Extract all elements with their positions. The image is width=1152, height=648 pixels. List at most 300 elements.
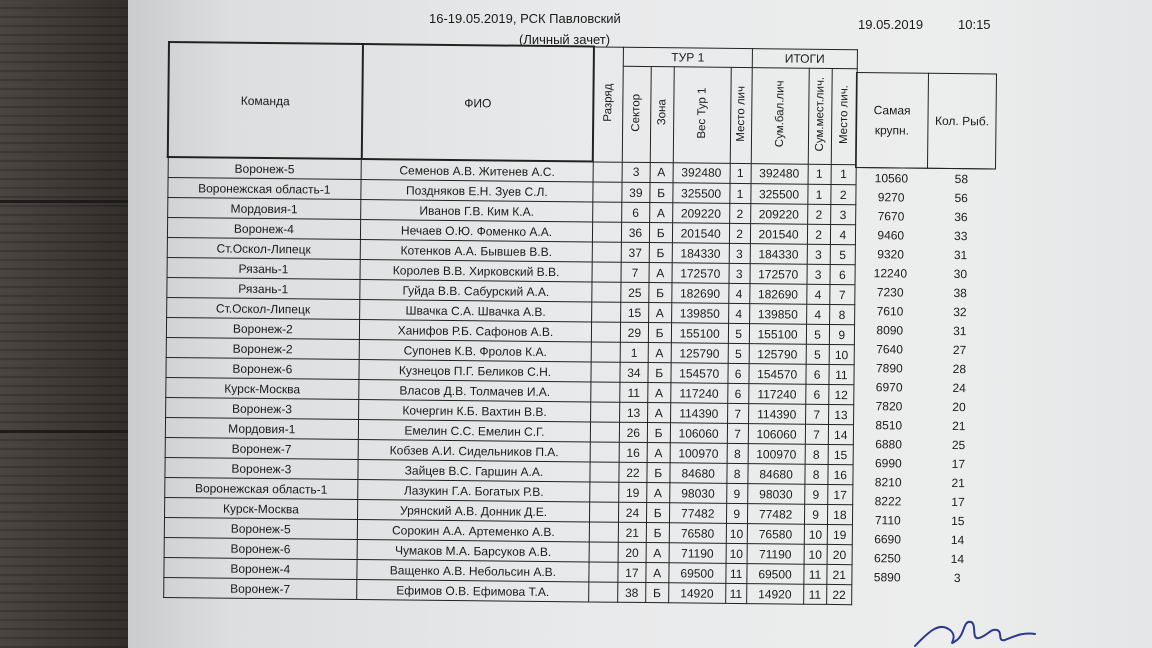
biggest-fish-cell: 7110 xyxy=(874,512,901,527)
stats-row xyxy=(855,206,995,226)
column-header-weight xyxy=(673,66,731,163)
weight-cell: 125790 xyxy=(671,343,728,364)
zone-cell: Б xyxy=(649,223,672,243)
name-cell: Ващенко А.В. Небольсин А.В. xyxy=(357,560,589,582)
rank-cell xyxy=(593,182,623,202)
catch-stats-body xyxy=(851,168,995,588)
stats-row xyxy=(853,396,993,416)
sum-places-cell: 6 xyxy=(805,384,828,404)
final-place-cell: 21 xyxy=(827,564,853,584)
sector-cell: 16 xyxy=(619,442,647,462)
rank-cell xyxy=(592,202,622,222)
final-place-cell: 6 xyxy=(830,264,856,284)
sector-cell: 21 xyxy=(619,522,647,542)
name-cell: Ханифов Р.Б. Сафонов А.В. xyxy=(360,320,592,342)
fish-count-cell: 17 xyxy=(951,494,965,509)
zone-cell: Б xyxy=(646,523,669,543)
weight-cell: 154570 xyxy=(671,363,728,384)
sum-places-cell: 8 xyxy=(804,464,827,484)
team-cell: Воронеж-5 xyxy=(164,517,358,539)
biggest-fish-cell: 8222 xyxy=(874,493,902,508)
place-cell: 3 xyxy=(729,243,750,263)
weight-cell: 155100 xyxy=(671,323,728,344)
weight-cell: 114390 xyxy=(670,403,727,424)
column-header-sector-label: Сектор xyxy=(630,93,643,132)
biggest-fish-cell: 5890 xyxy=(873,569,901,584)
sum-points-cell: 154570 xyxy=(749,364,806,385)
biggest-fish-cell: 6990 xyxy=(874,455,902,471)
team-cell: Воронеж-2 xyxy=(166,317,360,339)
sector-cell: 36 xyxy=(622,222,650,242)
team-cell: Курск-Москва xyxy=(164,497,358,519)
place-cell: 10 xyxy=(726,523,747,543)
biggest-fish-cell: 6970 xyxy=(875,379,903,395)
stats-row xyxy=(852,472,992,492)
place-cell: 11 xyxy=(725,583,746,603)
zone-cell: Б xyxy=(649,183,672,203)
zone-cell: Б xyxy=(647,423,670,443)
fish-count-cell: 17 xyxy=(951,456,966,471)
sum-places-cell: 11 xyxy=(803,584,826,604)
team-cell: Курск-Москва xyxy=(165,377,359,399)
biggest-fish-cell: 12240 xyxy=(873,265,908,281)
zone-cell: Б xyxy=(649,243,672,263)
column-header-final-place-label: Место лич. xyxy=(837,85,851,145)
team-cell: Воронеж-6 xyxy=(164,537,358,559)
final-place-cell: 18 xyxy=(827,504,853,524)
name-cell: Королев В.В. Хирковский В.В. xyxy=(360,260,592,282)
sector-cell: 17 xyxy=(618,562,646,582)
place-cell: 7 xyxy=(727,423,748,443)
sum-places-cell: 10 xyxy=(804,524,827,544)
rank-cell xyxy=(589,502,619,522)
final-place-cell: 12 xyxy=(828,384,854,404)
fish-count-cell: 27 xyxy=(952,342,967,357)
final-place-cell: 20 xyxy=(827,544,853,564)
sum-places-cell: 6 xyxy=(805,364,828,384)
fish-count-cell: 31 xyxy=(953,247,968,262)
sector-cell: 34 xyxy=(620,362,648,382)
name-cell: Зайцев В.С. Гаршин А.А. xyxy=(358,460,590,482)
final-place-cell: 9 xyxy=(829,324,855,344)
rank-cell xyxy=(591,322,621,342)
weight-cell: 139850 xyxy=(671,303,728,324)
place-cell: 6 xyxy=(727,383,748,403)
place-cell: 11 xyxy=(725,563,746,583)
zone-cell: Б xyxy=(648,283,671,303)
stats-row xyxy=(853,358,993,378)
team-cell: Мордовия-1 xyxy=(167,198,361,220)
biggest-fish-cell: 7820 xyxy=(875,398,903,414)
sum-places-cell: 5 xyxy=(806,344,829,364)
place-cell: 4 xyxy=(728,283,749,303)
final-place-cell: 22 xyxy=(826,584,852,604)
sum-points-cell: 209220 xyxy=(750,204,807,225)
rank-cell xyxy=(590,442,620,462)
place-cell: 4 xyxy=(728,303,749,323)
zone-cell: А xyxy=(647,383,670,403)
column-header-final-place xyxy=(831,68,857,164)
zone-cell: А xyxy=(646,543,669,563)
signature xyxy=(905,600,1055,648)
rank-cell xyxy=(592,242,622,262)
weight-cell: 98030 xyxy=(669,483,726,504)
sector-cell: 11 xyxy=(620,382,648,402)
zone-cell: Б xyxy=(648,323,671,343)
sum-points-cell: 172570 xyxy=(750,264,807,285)
sum-places-cell: 9 xyxy=(804,484,827,504)
sum-places-cell: 5 xyxy=(806,324,829,344)
name-cell: Лазукин Г.А. Богатых Р.В. xyxy=(358,480,590,502)
column-header-zone-label: Зона xyxy=(655,99,669,126)
rank-cell xyxy=(590,462,620,482)
sector-cell: 24 xyxy=(619,502,647,522)
zone-cell: А xyxy=(649,203,672,223)
team-cell: Воронеж-3 xyxy=(165,397,359,419)
weight-cell: 69500 xyxy=(669,563,726,584)
rank-cell xyxy=(589,482,619,502)
stats-row xyxy=(852,510,992,530)
final-place-cell: 3 xyxy=(830,204,856,224)
fish-count-cell: 24 xyxy=(952,380,966,395)
sum-points-cell: 77482 xyxy=(747,504,804,525)
rank-cell xyxy=(591,362,621,382)
zone-cell: Б xyxy=(647,463,670,483)
fish-count-cell: 15 xyxy=(951,513,965,528)
sum-points-cell: 201540 xyxy=(750,224,807,245)
rank-cell xyxy=(590,422,620,442)
column-header-fish-count: Кол. Рыб. xyxy=(927,73,996,169)
biggest-fish-cell: 10560 xyxy=(874,170,909,186)
sector-cell: 25 xyxy=(621,282,649,302)
fish-count-cell: 38 xyxy=(953,285,967,300)
sum-places-cell: 1 xyxy=(808,164,831,185)
rank-cell xyxy=(589,542,619,562)
event-title: 16-19.05.2019, РСК Павловский xyxy=(429,11,621,26)
sum-points-cell: 392480 xyxy=(751,163,808,184)
zone-cell: А xyxy=(650,162,673,183)
name-cell: Чумаков М.А. Барсуков А.В. xyxy=(357,540,589,562)
weight-cell: 209220 xyxy=(672,203,729,224)
sector-cell: 6 xyxy=(622,202,650,222)
final-place-cell: 7 xyxy=(829,284,855,304)
sum-places-cell: 3 xyxy=(807,264,830,284)
place-cell: 6 xyxy=(728,363,749,383)
stats-row xyxy=(855,168,995,189)
place-cell: 5 xyxy=(728,323,749,343)
name-cell: Супонев К.В. Фролов К.А. xyxy=(359,340,591,362)
zone-cell: Б xyxy=(648,363,671,383)
biggest-fish-cell: 9320 xyxy=(877,246,905,262)
sum-points-cell: 98030 xyxy=(747,484,804,505)
sum-points-cell: 117240 xyxy=(748,384,805,405)
sum-points-cell: 125790 xyxy=(749,344,806,365)
sector-cell: 29 xyxy=(621,322,649,342)
weight-cell: 84680 xyxy=(670,463,727,484)
name-cell: Кузнецов П.Г. Беликов С.Н. xyxy=(359,360,591,382)
biggest-fish-cell: 7670 xyxy=(877,208,905,224)
column-header-rank-label: Разряд xyxy=(602,83,615,122)
stats-row xyxy=(855,187,995,207)
column-header-rank xyxy=(593,46,624,161)
stats-row xyxy=(852,453,992,473)
sum-places-cell: 4 xyxy=(806,284,829,304)
stats-row xyxy=(851,548,991,568)
weight-cell: 325500 xyxy=(673,183,730,204)
sum-places-cell: 9 xyxy=(804,504,827,524)
biggest-fish-cell: 9270 xyxy=(877,189,905,205)
weight-cell: 100970 xyxy=(670,443,727,464)
biggest-fish-cell: 7230 xyxy=(876,284,904,300)
sector-cell: 37 xyxy=(621,242,649,262)
team-cell: Воронежская область-1 xyxy=(167,178,361,200)
final-place-cell: 17 xyxy=(827,484,853,504)
sum-places-cell: 7 xyxy=(805,404,828,424)
sector-cell: 20 xyxy=(618,542,646,562)
team-cell: Мордовия-1 xyxy=(165,417,359,439)
sum-places-cell: 11 xyxy=(803,564,826,584)
stats-row xyxy=(854,263,994,283)
column-header-zone xyxy=(650,66,674,162)
name-cell: Кочергин К.Б. Вахтин В.В. xyxy=(359,400,591,422)
sum-points-cell: 114390 xyxy=(748,404,805,425)
biggest-fish-cell: 7640 xyxy=(876,341,904,357)
biggest-fish-cell: 6880 xyxy=(875,436,903,452)
team-cell: Воронеж-4 xyxy=(167,218,361,240)
stats-row xyxy=(852,491,992,511)
team-cell: Воронеж-4 xyxy=(163,557,357,579)
stats-row xyxy=(854,320,994,340)
zone-cell: А xyxy=(647,443,670,463)
final-place-cell: 1 xyxy=(831,164,857,185)
place-cell: 2 xyxy=(729,203,750,223)
biggest-fish-cell: 7890 xyxy=(875,360,903,376)
place-cell: 10 xyxy=(726,543,747,563)
rank-cell xyxy=(588,582,618,602)
zone-cell: А xyxy=(648,343,671,363)
weight-cell: 172570 xyxy=(672,263,729,284)
column-header-sum-places xyxy=(808,68,832,164)
sector-cell: 3 xyxy=(622,162,650,183)
column-header-biggest: Самая крупн. xyxy=(855,73,928,169)
biggest-fish-cell: 8090 xyxy=(876,322,904,338)
stats-row xyxy=(854,282,994,302)
weight-cell: 201540 xyxy=(672,223,729,244)
team-cell: Воронеж-7 xyxy=(165,437,359,459)
final-place-cell: 16 xyxy=(828,464,854,484)
biggest-fish-cell: 8210 xyxy=(874,474,902,489)
column-group-tour: ТУР 1 xyxy=(624,47,753,67)
name-cell: Иванов Г.В. Ким К.А. xyxy=(361,200,593,222)
final-place-cell: 11 xyxy=(829,364,855,384)
sum-points-cell: 184330 xyxy=(750,244,807,265)
column-header-sector xyxy=(623,66,651,162)
place-cell: 8 xyxy=(727,463,748,483)
sum-points-cell: 84680 xyxy=(748,464,805,485)
stats-row xyxy=(852,529,992,549)
sector-cell: 7 xyxy=(621,262,649,282)
rank-cell xyxy=(589,522,619,542)
biggest-fish-cell: 6250 xyxy=(873,550,901,565)
weight-cell: 71190 xyxy=(669,543,726,564)
fish-count-cell: 56 xyxy=(954,190,968,205)
column-header-name: ФИО xyxy=(361,44,594,161)
sum-places-cell: 1 xyxy=(807,184,830,204)
final-place-cell: 13 xyxy=(828,404,854,424)
sector-cell: 26 xyxy=(620,422,648,442)
team-cell: Воронеж-6 xyxy=(165,357,359,379)
final-place-cell: 15 xyxy=(828,444,854,464)
rank-cell xyxy=(591,302,621,322)
stats-row xyxy=(853,434,993,454)
sum-points-cell: 155100 xyxy=(749,324,806,345)
fish-count-cell: 20 xyxy=(952,399,966,414)
sum-points-cell: 106060 xyxy=(748,424,805,445)
sector-cell: 1 xyxy=(620,342,648,362)
sum-places-cell: 10 xyxy=(804,544,827,564)
sum-points-cell: 71190 xyxy=(747,544,804,565)
zone-cell: А xyxy=(647,403,670,423)
sum-places-cell: 7 xyxy=(805,424,828,444)
zone-cell: Б xyxy=(646,503,669,523)
sum-points-cell: 14920 xyxy=(746,584,803,605)
weight-cell: 117240 xyxy=(671,383,728,404)
print-date: 19.05.2019 xyxy=(858,17,924,32)
rank-cell xyxy=(593,161,623,182)
sum-points-cell: 100970 xyxy=(748,444,805,465)
team-cell: Воронеж-2 xyxy=(166,337,360,359)
column-header-weight-label: Вес Тур 1 xyxy=(695,87,709,139)
final-place-cell: 2 xyxy=(831,184,857,204)
column-header-sum-points xyxy=(751,67,809,164)
column-header-sum-places-label: Сум.мест.лич. xyxy=(813,76,827,152)
place-cell: 1 xyxy=(729,183,750,203)
fish-count-cell: 31 xyxy=(953,323,967,338)
place-cell: 9 xyxy=(726,503,747,523)
zone-cell: А xyxy=(649,263,672,283)
weight-cell: 14920 xyxy=(668,583,725,604)
final-place-cell: 5 xyxy=(830,244,856,264)
team-cell: Рязань-1 xyxy=(167,257,361,279)
sum-points-cell: 69500 xyxy=(747,564,804,585)
fish-count-cell: 58 xyxy=(954,171,969,186)
place-cell: 9 xyxy=(726,483,747,503)
name-cell: Урянский А.В. Донник Д.Е. xyxy=(358,500,590,522)
biggest-fish-cell: 9460 xyxy=(877,227,905,243)
final-place-cell: 19 xyxy=(827,524,853,544)
column-header-place-label: Место лич xyxy=(734,85,748,142)
name-cell: Нечаев О.Ю. Фоменко А.А. xyxy=(361,220,593,242)
fish-count-cell: 21 xyxy=(951,475,965,490)
fish-count-cell: 3 xyxy=(953,570,961,585)
team-cell: Воронеж-3 xyxy=(164,457,358,479)
name-cell: Семенов А.В. Житенев А.С. xyxy=(361,159,593,182)
weight-cell: 182690 xyxy=(672,283,729,304)
name-cell: Котенков А.А. Бывшев В.В. xyxy=(360,240,592,262)
column-group-totals: ИТОГИ xyxy=(752,48,858,68)
team-cell: Рязань-1 xyxy=(166,277,360,299)
stats-row xyxy=(855,225,995,245)
sum-points-cell: 139850 xyxy=(749,304,806,325)
zone-cell: А xyxy=(646,483,669,503)
rank-cell xyxy=(591,382,621,402)
fish-count-cell: 14 xyxy=(950,532,965,547)
fish-count-cell: 28 xyxy=(952,361,967,376)
zone-cell: А xyxy=(645,563,668,583)
sum-places-cell: 2 xyxy=(807,204,830,224)
fish-count-cell: 21 xyxy=(952,418,966,433)
final-place-cell: 8 xyxy=(829,304,855,324)
fish-count-cell: 30 xyxy=(953,266,968,281)
sector-cell: 39 xyxy=(622,182,650,202)
team-cell: Воронеж-7 xyxy=(163,577,357,599)
name-cell: Швачка С.А. Швачка А.В. xyxy=(360,300,592,322)
name-cell: Власов Д.В. Толмачев И.А. xyxy=(359,380,591,402)
place-cell: 5 xyxy=(728,343,749,363)
zone-cell: А xyxy=(648,303,671,323)
column-header-place xyxy=(730,67,752,163)
rank-cell xyxy=(592,282,622,302)
sum-places-cell: 2 xyxy=(807,224,830,244)
stats-row xyxy=(851,567,991,587)
biggest-fish-cell: 6690 xyxy=(874,531,902,546)
zone-cell: Б xyxy=(645,583,668,603)
sum-places-cell: 8 xyxy=(805,444,828,464)
final-place-cell: 14 xyxy=(828,424,854,444)
place-cell: 1 xyxy=(730,163,751,184)
event-subtitle: (Личный зачет) xyxy=(519,32,611,47)
place-cell: 3 xyxy=(729,263,750,283)
rank-cell xyxy=(591,342,621,362)
stats-row xyxy=(854,244,994,264)
stats-row xyxy=(854,339,994,359)
catch-stats-table xyxy=(851,72,997,587)
rank-cell xyxy=(592,222,622,242)
results-table-body xyxy=(163,157,856,605)
biggest-fish-cell: 8510 xyxy=(875,417,903,433)
weight-cell: 77482 xyxy=(669,503,726,524)
sum-points-cell: 182690 xyxy=(749,284,806,305)
sector-cell: 22 xyxy=(619,462,647,482)
fish-count-cell: 36 xyxy=(954,209,968,224)
fish-count-cell: 14 xyxy=(950,551,965,566)
rank-cell xyxy=(590,402,620,422)
place-cell: 2 xyxy=(729,223,750,243)
rank-cell xyxy=(592,262,622,282)
final-place-cell: 10 xyxy=(829,344,855,364)
sector-cell: 38 xyxy=(618,582,646,602)
fish-count-cell: 32 xyxy=(953,304,967,319)
sector-cell: 13 xyxy=(620,402,648,422)
sum-points-cell: 325500 xyxy=(751,184,808,205)
print-time: 10:15 xyxy=(958,17,991,32)
name-cell: Кобзев А.И. Сидельников П.А. xyxy=(358,440,590,462)
biggest-fish-cell: 7610 xyxy=(876,303,904,319)
name-cell: Поздняков Е.Н. Зуев С.Л. xyxy=(361,180,593,202)
team-cell: Ст.Оскол-Липецк xyxy=(167,237,361,259)
name-cell: Емелин С.С. Емелин С.Г. xyxy=(359,420,591,442)
name-cell: Гуйда В.В. Сабурский А.А. xyxy=(360,280,592,302)
team-cell: Ст.Оскол-Липецк xyxy=(166,297,360,319)
place-cell: 7 xyxy=(727,403,748,423)
weight-cell: 392480 xyxy=(673,162,730,183)
weight-cell: 106060 xyxy=(670,423,727,444)
results-table xyxy=(162,41,858,605)
final-place-cell: 4 xyxy=(830,224,856,244)
fish-count-cell: 33 xyxy=(954,228,968,243)
stats-row xyxy=(853,377,993,397)
stats-row xyxy=(854,301,994,321)
